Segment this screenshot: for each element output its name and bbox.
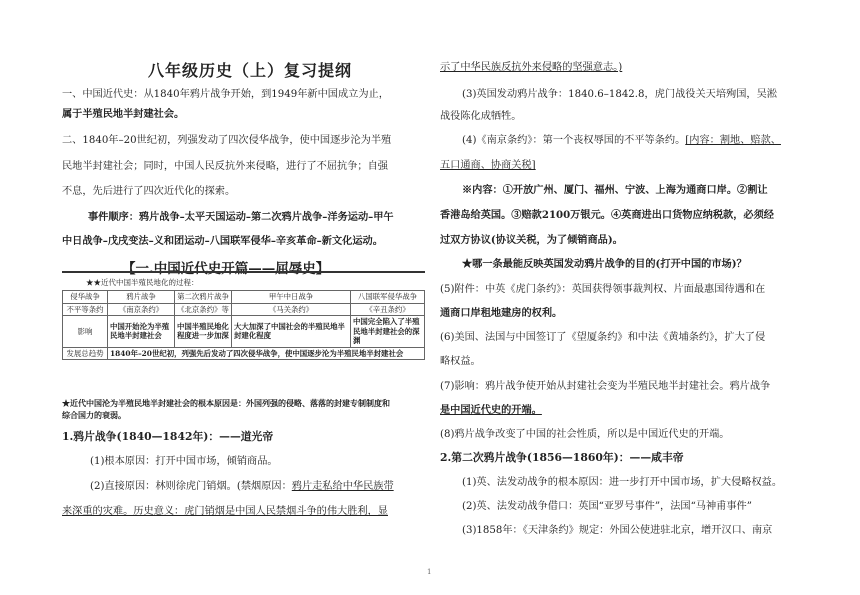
table-row	[63, 347, 425, 360]
section-divider	[62, 271, 425, 273]
table-header-cell: 侵华战争	[63, 291, 108, 304]
right-line-9: (5)附件：中英《虎门条约》：英国获得领事裁判权、片面最惠国待遇和在	[440, 284, 766, 295]
table-cell: 《北京条约》等	[175, 303, 232, 316]
table-header-row	[63, 291, 425, 304]
right-line-6: 香港岛给英国。③赔款2100万银元。④英商进出口货物应纳税款，必须经	[440, 209, 774, 221]
table-cell: 中国半殖民地化程度进一步加深	[175, 316, 232, 348]
table-cell: 大大加深了中国社会的半殖民地半封建化程度	[232, 316, 351, 348]
right-line-5: ※内容：①开放广州、厦门、福州、宁波、上海为通商口岸。②割让	[462, 184, 768, 196]
colonization-table	[62, 290, 425, 360]
left-item-3: 来深重的灾难。历史意义：虎门销烟是中国人民禁烟斗争的伟大胜利，显	[62, 506, 388, 517]
table-header-cell: 八国联军侵华战争	[351, 291, 425, 304]
table-header-cell: 鸦片战争	[108, 291, 175, 304]
right-line-8: ★哪一条最能反映英国发动鸦片战争的目的(打开中国的市场)？	[462, 258, 747, 270]
right-line-12: 略权益。	[440, 356, 481, 367]
table-row	[63, 316, 425, 348]
table-cell: 《辛丑条约》	[351, 303, 425, 316]
left-line-7: 中日战争–戊戌变法–义和团运动–八国联军侵华–辛亥革命–新文化运动。	[62, 235, 383, 247]
table-cell: 《南京条约》	[108, 303, 175, 316]
right-line-0: 示了中华民族反抗外来侵略的坚强意志。)	[440, 62, 623, 73]
table-cell: 中国完全陷入了半殖民地半封建社会的深渊	[351, 316, 425, 348]
right-line-4: 五口通商、协商关税]	[440, 160, 536, 171]
right-line-7: 过双方协议(协议关税，为了倾销商品)。	[440, 234, 623, 246]
table-cell: 中国开始沦为半殖民地半封建社会	[108, 316, 175, 348]
heading-opium-war: 1.鸦片战争(1840—1842年)：——道光帝	[62, 430, 274, 443]
right-line-1: (3)英国发动鸦片战争：1840.6–1842.8，虎门战役关天培殉国，吴淞	[462, 89, 777, 100]
table-header-cell: 甲午中日战争	[232, 291, 351, 304]
left-item-1: (1)根本原因：打开中国市场，倾销商品。	[90, 456, 278, 467]
page-title: 八年级历史（上）复习提纲	[148, 61, 353, 80]
right-line-10: 通商口岸租地建房的权利。	[440, 307, 563, 319]
table-cell: 发展总趋势	[63, 347, 108, 360]
right-line-14: 是中国近代史的开端。	[440, 404, 542, 416]
table-caption: ★★近代中国半殖民地化的过程：	[86, 278, 199, 287]
right-line-11: (6)美国、法国与中国签订了《望厦条约》和中法《黄埔条约》，扩大了侵	[440, 332, 766, 343]
right-line-3-boxed: [内容：割地、赔款、	[685, 135, 781, 146]
left-note-2: 综合国力的衰弱。	[62, 410, 126, 420]
right-line-17: (2)英、法发动战争借口：英国“亚罗号事件”，法国“马神甫事件”	[462, 501, 752, 512]
left-item-2-text: (2)直接原因：林则徐虎门销烟。(禁烟原因：	[90, 481, 292, 492]
right-line-16: (1)英、法发动战争的根本原因：进一步打开中国市场，扩大侵略权益。	[462, 477, 783, 488]
right-line-15: (8)鸦片战争改变了中国的社会性质，所以是中国近代史的开端。	[440, 429, 730, 440]
table-cell: 1840年–20世纪初，列强先后发动了四次侵华战争，使中国逐步沦为半殖民地半封建社会	[108, 347, 425, 360]
left-note-1: ★近代中国沦为半殖民地半封建社会的根本原因是：外国列强的侵略、落落的封建专制制度和	[62, 398, 390, 408]
section-heading: 【一.中国近代史开篇——屈辱史】	[122, 261, 330, 277]
left-line-2: 属于半殖民地半封建社会。	[62, 108, 185, 120]
right-line-3-text: (4)《南京条约》：第一个丧权辱国的不平等条约。	[462, 135, 686, 146]
left-line-3: 二、1840年–20世纪初，列强发动了四次侵华战争，使中国逐步沦为半殖	[62, 135, 392, 146]
right-line-18: (3)1858年：《天津条约》规定：外国公使进驻北京，增开汉口、南京	[462, 525, 773, 536]
left-item-2-underlined: 鸦片走私给中华民族带	[291, 481, 394, 492]
left-line-6: 事件顺序：鸦片战争–太平天国运动–第二次鸦片战争–洋务运动–甲午	[88, 211, 394, 223]
table-cell: 不平等条约	[63, 303, 108, 316]
left-line-4: 民地半封建社会；同时，中国人民反抗外来侵略，进行了不屈抗争；自强	[62, 161, 388, 172]
right-line-3	[462, 134, 781, 147]
page-number: 1	[427, 568, 432, 576]
left-line-5: 不息，先后进行了四次近代化的探索。	[62, 186, 236, 197]
table-row	[63, 303, 425, 316]
right-line-2: 战役陈化成牺牲。	[440, 111, 522, 122]
right-line-13: (7)影响：鸦片战争使开始从封建社会变为半殖民地半封建社会。鸦片战争	[440, 381, 771, 392]
table-cell: 《马关条约》	[232, 303, 351, 316]
left-item-2	[90, 480, 394, 493]
table-header-cell: 第二次鸦片战争	[175, 291, 232, 304]
left-line-1: 一、中国近代史：从1840年鸦片战争开始，到1949年新中国成立为止，	[62, 89, 389, 100]
heading-second-opium-war: 2.第二次鸦片战争(1856—1860年)：——咸丰帝	[440, 451, 684, 464]
table-cell: 影响	[63, 316, 108, 348]
